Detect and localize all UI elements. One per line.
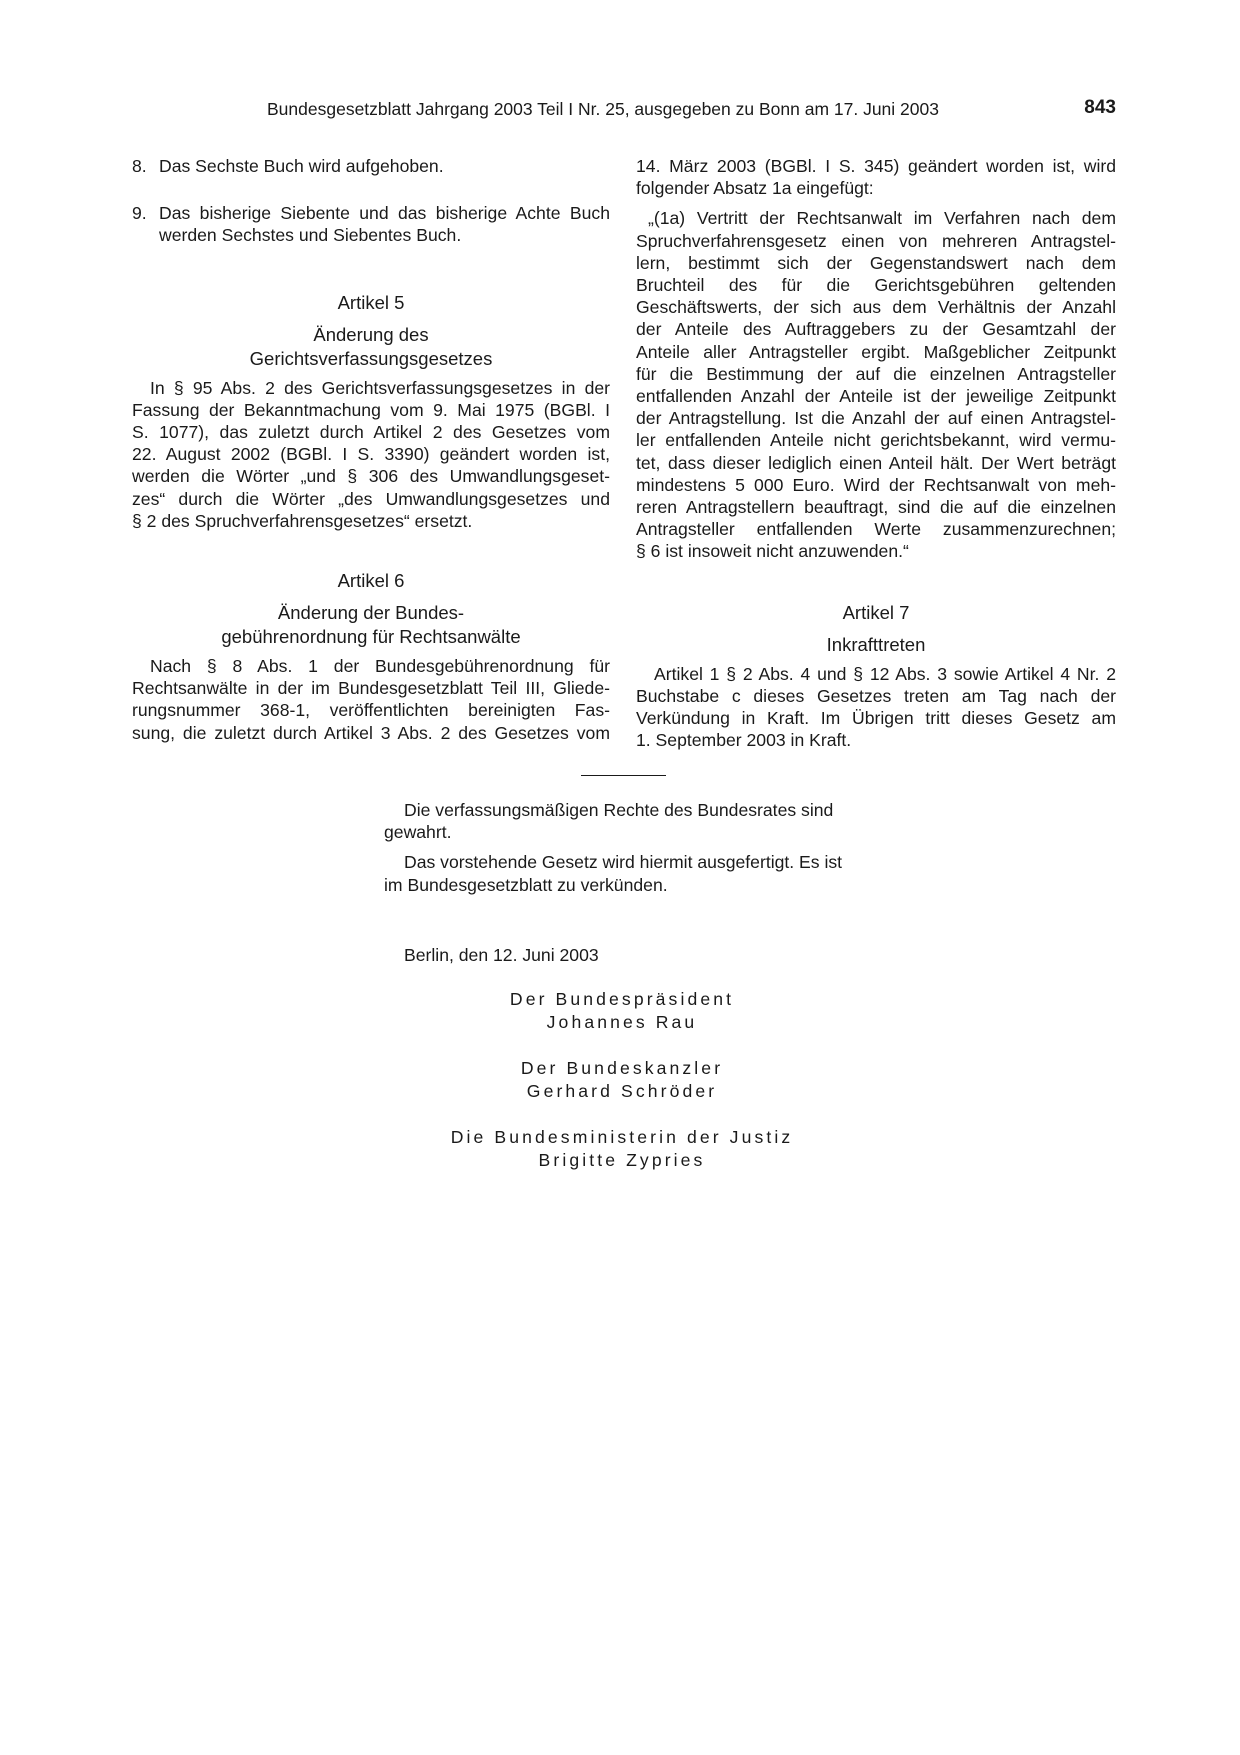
place-date: Berlin, den 12. Juni 2003: [404, 945, 599, 965]
body-line: zes“ durch die Wörter „des Umwandlungsgesetzes und: [132, 488, 610, 509]
list-text-line: Das bisherige Siebente und das bisherige Achte Buch: [159, 203, 610, 224]
title-line: gebührenordnung für Rechtsanwälte: [221, 626, 521, 648]
signatory-name: Johannes Rau: [546, 1011, 698, 1032]
body-line: Fassung der Bekanntmachung vom 9. Mai 1975 (BGBl. I: [132, 399, 610, 420]
body-line: werden die Wörter „und § 306 des Umwandlungsgeset-: [132, 466, 610, 487]
body-line: § 6 ist insoweit nicht anzuwenden.“: [636, 541, 909, 562]
body-line: der Antragstellung. Ist die Anzahl der auf einen Antragstel-: [636, 408, 1116, 429]
section-divider: [581, 775, 666, 776]
signature-block-justice-minister: [384, 1126, 860, 1171]
list-item-8: [132, 155, 610, 177]
running-title: Bundesgesetzblatt Jahrgang 2003 Teil I Nr. 25, ausgegeben zu Bonn am 17. Juni 2003: [267, 99, 939, 119]
artikel-6-heading: Artikel 6: [337, 570, 405, 592]
inserted-paragraph-1a: [636, 207, 1116, 562]
artikel-7-title: Inkrafttreten: [826, 633, 926, 655]
body-line: Antragsteller entfallenden Werte zusammenzurechnen;: [636, 519, 1116, 540]
body-line: entfallenden Anzahl der Anteile ist der jeweilige Zeitpunkt: [636, 386, 1116, 407]
body-line: Rechtsanwälte in der im Bundesgesetzblatt Teil III, Gliede-: [132, 678, 610, 699]
list-number: 9.: [132, 203, 147, 224]
title-line: Änderung des: [313, 323, 429, 345]
list-text-block: [159, 202, 610, 246]
body-line: der Anteile des Auftraggebers zu der Gesamtzahl der: [636, 319, 1116, 340]
artikel-5-title: [132, 323, 610, 371]
body-line: Anteile aller Antragsteller ergibt. Maßgeblicher Zeitpunkt: [636, 341, 1116, 362]
body-line: rungsnummer 368-1, veröffentlichten bereinigten Fas-: [132, 700, 610, 721]
body-line: Buchstabe c dieses Gesetzes treten am Tag nach der: [636, 685, 1116, 706]
body-line: Geschäftswerts, der sich aus dem Verhältnis der Anzahl: [636, 297, 1116, 318]
artikel-5-heading: Artikel 5: [337, 291, 405, 313]
list-text-line: werden Sechstes und Siebentes Buch.: [159, 225, 462, 246]
body-line: S. 1077), das zuletzt durch Artikel 2 des Gesetzes vom: [132, 422, 610, 443]
body-line: Verkündung in Kraft. Im Übrigen tritt dieses Gesetz am: [636, 708, 1116, 729]
signature-block-president: [384, 988, 860, 1033]
artikel-6-body: [132, 655, 610, 744]
page-number: 843: [1084, 97, 1116, 118]
body-line: 14. März 2003 (BGBl. I S. 345) geändert worden ist, wird: [636, 156, 1116, 176]
right-column: [636, 155, 1116, 751]
body-line: Nach § 8 Abs. 1 der Bundesgebührenordnung für: [150, 656, 610, 677]
body-line: mindestens 5 000 Euro. Wird der Rechtsanwalt von meh-: [636, 474, 1116, 495]
body-line: reren Antragstellern beauftragt, sind die auf die einzelnen: [636, 497, 1116, 518]
body-line: für die Bestimmung der auf die einzelnen Antragsteller: [636, 363, 1116, 384]
closing-paragraph: [384, 799, 860, 843]
list-item-9: [132, 202, 610, 246]
body-line: tet, dass dieser lediglich einen Anteil hält. Der Wert beträgt: [636, 452, 1116, 473]
running-header: [132, 99, 1116, 123]
body-line: 1. September 2003 in Kraft.: [636, 730, 852, 751]
artikel-6-continuation: [636, 155, 1116, 199]
signatory-name: Brigitte Zypries: [538, 1149, 706, 1170]
list-number: 8.: [132, 156, 147, 176]
signature-block-chancellor: [384, 1057, 860, 1102]
closing-line: Die verfassungsmäßigen Rechte des Bundesrates sind: [404, 800, 834, 820]
title-line: Änderung der Bundes-: [277, 602, 465, 624]
closing-line: Das vorstehende Gesetz wird hiermit ausgefertigt. Es ist: [404, 852, 843, 873]
body-line: Artikel 1 § 2 Abs. 4 und § 12 Abs. 3 sowie Artikel 4 Nr. 2: [654, 663, 1116, 684]
signatory-office: Die Bundesministerin der Justiz: [450, 1127, 794, 1147]
body-line: lern, bestimmt sich der Gegenstandswert nach dem: [636, 252, 1116, 273]
artikel-5-body: [132, 377, 610, 532]
body-line: ler entfallenden Anteile nicht gerichtsbekannt, wird vermu-: [636, 430, 1116, 451]
artikel-7-body: [636, 663, 1116, 752]
artikel-6-title: [132, 601, 610, 649]
title-line: Gerichtsverfassungsgesetzes: [249, 347, 493, 369]
artikel-7-heading: Artikel 7: [842, 601, 910, 623]
closing-formula: [384, 799, 860, 904]
closing-line: im Bundesgesetzblatt zu verkünden.: [384, 874, 668, 895]
signatory-office: Der Bundeskanzler: [520, 1058, 724, 1078]
signatory-name: Gerhard Schröder: [526, 1080, 718, 1101]
list-text: Das Sechste Buch wird aufgehoben.: [159, 156, 444, 176]
body-line: In § 95 Abs. 2 des Gerichtsverfassungsgesetzes in der: [150, 377, 610, 398]
left-column: [132, 155, 610, 744]
body-line: sung, die zuletzt durch Artikel 3 Abs. 2 des Gesetzes vom: [132, 722, 610, 743]
body-line: § 2 des Spruchverfahrensgesetzes“ ersetzt.: [132, 510, 473, 531]
closing-line: gewahrt.: [384, 822, 452, 843]
body-line: Spruchverfahrensgesetz einen von mehreren Antragstel-: [636, 230, 1116, 251]
body-line: 22. August 2002 (BGBl. I S. 3390) geändert worden ist,: [132, 444, 610, 465]
body-line: „(1a) Vertritt der Rechtsanwalt im Verfahren nach dem: [648, 208, 1116, 229]
signatory-office: Der Bundespräsident: [509, 989, 735, 1009]
body-line: Bruchteil des für die Gerichtsgebühren geltenden: [636, 275, 1116, 296]
body-line: folgender Absatz 1a eingefügt:: [636, 178, 874, 199]
closing-paragraph: [384, 851, 860, 895]
